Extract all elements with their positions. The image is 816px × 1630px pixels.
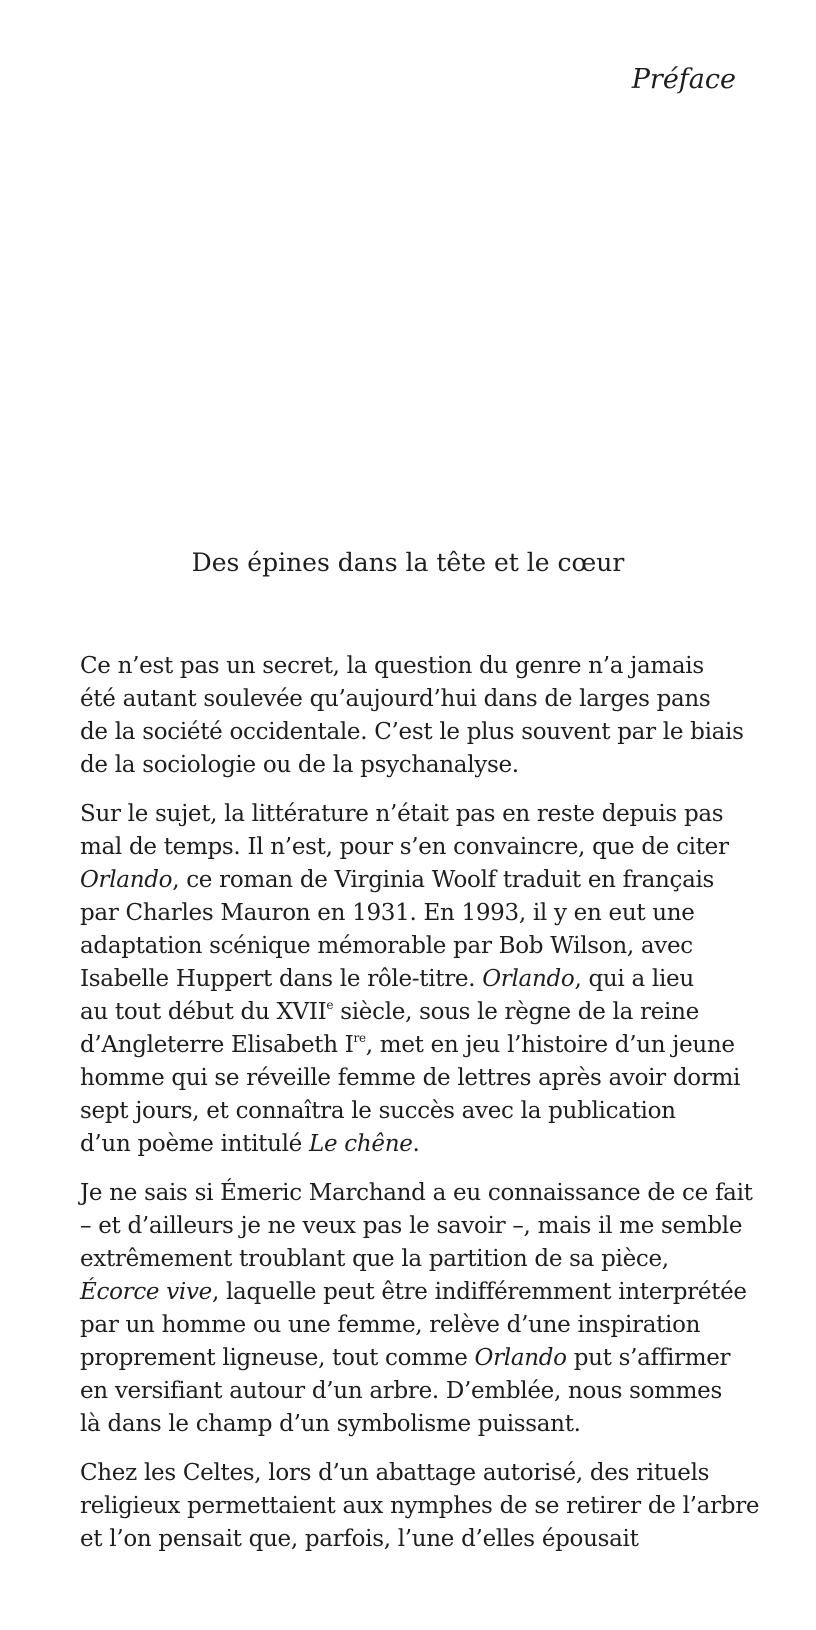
text-line — [80, 716, 760, 749]
text-line — [80, 1523, 760, 1556]
text-segment: d’un poème intitulé — [80, 1131, 309, 1157]
text-line — [80, 1408, 760, 1441]
italic-text: Orlando — [482, 966, 575, 992]
chapter-title: Des épines dans la tête et le cœur — [191, 548, 625, 577]
text-segment: d’Angleterre Elisabeth I — [80, 1032, 354, 1058]
text-line — [80, 996, 760, 1029]
italic-text: Orlando — [474, 1345, 567, 1371]
superscript: e — [326, 998, 334, 1012]
italic-text: Orlando — [80, 867, 173, 893]
text-segment: sept jours, et connaîtra le succès avec la publication — [80, 1098, 676, 1124]
text-segment: , met en jeu l’histoire d’un jeune — [365, 1032, 735, 1058]
text-line — [80, 1375, 760, 1408]
text-segment: là dans le champ d’un symbolisme puissant. — [80, 1411, 581, 1437]
text-line — [80, 831, 760, 864]
text-line — [80, 864, 760, 897]
text-line — [80, 1276, 760, 1309]
text-segment: homme qui se réveille femme de lettres après avoir dormi — [80, 1065, 741, 1091]
text-line — [80, 897, 760, 930]
text-segment: Sur le sujet, la littérature n’était pas en reste depuis pas — [80, 801, 724, 827]
text-segment: – et d’ailleurs je ne veux pas le savoir –, mais il me semble — [80, 1213, 743, 1239]
text-line — [80, 1457, 760, 1490]
text-line — [80, 798, 760, 831]
text-line — [80, 650, 760, 683]
text-segment: siècle, sous le règne de la reine — [333, 999, 699, 1025]
text-line — [80, 749, 760, 782]
text-line — [80, 930, 760, 963]
text-line — [80, 1490, 760, 1523]
text-segment: Isabelle Huppert dans le rôle-titre. — [80, 966, 483, 992]
text-segment: été autant soulevée qu’aujourd’hui dans de larges pans — [80, 686, 711, 712]
text-segment: et l’on pensait que, parfois, l’une d’elles épousait — [80, 1526, 639, 1552]
text-segment: au tout début du XVII — [80, 999, 327, 1025]
italic-text: Écorce vive — [80, 1279, 212, 1305]
running-head: Préface — [631, 64, 736, 95]
text-line — [80, 683, 760, 716]
text-segment: Je ne sais si Émeric Marchand a eu connaissance de ce fait — [80, 1180, 753, 1206]
text-segment: de la sociologie ou de la psychanalyse. — [80, 752, 519, 778]
text-segment: mal de temps. Il n’est, pour s’en convaincre, que de citer — [80, 834, 729, 860]
text-line — [80, 1128, 760, 1161]
body-text — [80, 650, 760, 1572]
text-segment: proprement ligneuse, tout comme — [80, 1345, 475, 1371]
text-line — [80, 1062, 760, 1095]
text-segment: , qui a lieu — [574, 966, 694, 992]
text-line — [80, 963, 760, 996]
paragraph — [80, 1457, 760, 1556]
text-line — [80, 1177, 760, 1210]
text-segment: par un homme ou une femme, relève d’une inspiration — [80, 1312, 701, 1338]
text-segment: en versifiant autour d’un arbre. D’emblée, nous sommes — [80, 1378, 722, 1404]
text-line — [80, 1095, 760, 1128]
text-segment: Chez les Celtes, lors d’un abattage autorisé, des rituels — [80, 1460, 710, 1486]
paragraph — [80, 1177, 760, 1441]
paragraph — [80, 650, 760, 782]
text-line — [80, 1342, 760, 1375]
text-line — [80, 1210, 760, 1243]
text-segment: , ce roman de Virginia Woolf traduit en français — [172, 867, 715, 893]
italic-text: Le chêne — [309, 1131, 413, 1157]
paragraph — [80, 798, 760, 1161]
text-segment: . — [412, 1131, 420, 1157]
text-line — [80, 1029, 760, 1062]
text-line — [80, 1243, 760, 1276]
text-segment: par Charles Mauron en 1931. En 1993, il y en eut une — [80, 900, 695, 926]
text-segment: adaptation scénique mémorable par Bob Wilson, avec — [80, 933, 693, 959]
text-segment: Ce n’est pas un secret, la question du genre n’a jamais — [80, 653, 704, 679]
text-segment: , laquelle peut être indifféremment interprétée — [211, 1279, 747, 1305]
superscript: re — [353, 1031, 366, 1045]
text-segment: religieux permettaient aux nymphes de se retirer de l’arbre — [80, 1493, 760, 1519]
text-segment: de la société occidentale. C’est le plus souvent par le biais — [80, 719, 744, 745]
text-segment: put s’affirmer — [566, 1345, 731, 1371]
text-line — [80, 1309, 760, 1342]
text-segment: extrêmement troublant que la partition de sa pièce, — [80, 1246, 669, 1272]
